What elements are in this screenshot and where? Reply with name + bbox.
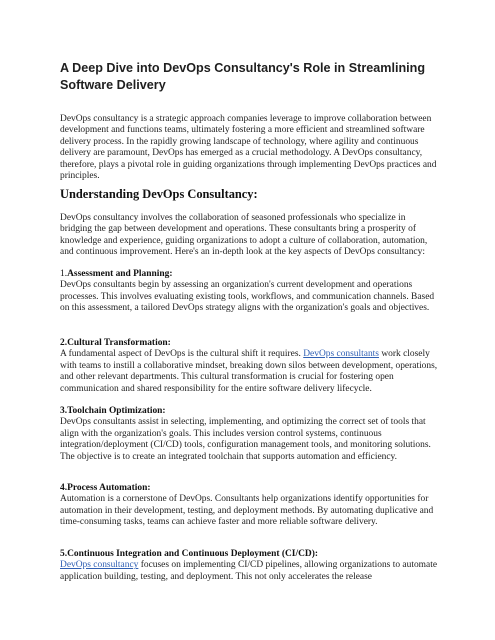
item-cicd — [60, 549, 438, 583]
item-assessment — [60, 269, 438, 315]
item-number: 4. — [60, 483, 68, 493]
item-text: DevOps consultants assist in selecting, implementing, and optimizing the correct set of tools that align with the organization's goals. This includes version control systems, continuous integration/deployment (CI/CD) tools, configuration management tools, and monitoring solutions. The objective is to create an integrated toolchain that supports automation and efficiency. — [60, 417, 431, 462]
item-heading-text: Process Automation: — [67, 483, 151, 493]
item-text-before: A fundamental aspect of DevOps is the cultural shift it requires. — [60, 349, 304, 360]
section-intro-paragraph: DevOps consultancy involves the collaboration of seasoned professionals who specialize in bridging the gap between development and operations. These consultants bring a prosperity of knowledge and experience, guiding organizations to adopt a culture of collaboration, automation, and continuous improvement. Here's an in-depth look at the key aspects of DevOps consultancy: — [60, 213, 428, 258]
item-heading-text: Toolchain Optimization: — [67, 406, 166, 416]
item-heading — [60, 338, 438, 349]
item-heading — [60, 483, 438, 494]
section-heading: Understanding DevOps Consultancy: — [60, 187, 258, 201]
item-cultural — [60, 338, 438, 395]
document-title: A Deep Dive into DevOps Consultancy's Role in Streamlining Software Delivery — [60, 61, 426, 92]
item-text-after: work closely with teams to instill a collaborative mindset, breaking down silos between development, operations, and other relevant departments. This cultural transformation is crucial for fostering open communication and shared responsibility for the entire software delivery lifecycle. — [60, 349, 438, 394]
item-heading-text: Assessment and Planning: — [67, 269, 173, 279]
item-number: 2. — [60, 338, 68, 348]
item-number: 1. — [60, 269, 68, 279]
item-heading — [60, 406, 438, 417]
item-automation — [60, 483, 438, 529]
item-number: 5. — [60, 549, 68, 559]
item-heading-text: Continuous Integration and Continuous Deployment (CI/CD): — [67, 549, 318, 559]
item-heading — [60, 269, 438, 280]
item-text: DevOps consultants begin by assessing an organization's current development and operations processes. This involves evaluating existing tools, workflows, and communication channels. Based on this assessment, a tailored DevOps strategy aligns with the organization's goals and objectives. — [60, 280, 435, 314]
item-toolchain — [60, 406, 438, 463]
item-text-after: focuses on implementing CI/CD pipelines, allowing organizations to automate application building, testing, and deployment. This not only accelerates the release — [60, 560, 438, 582]
item-text: Automation is a cornerstone of DevOps. Consultants help organizations identify opportunities for automation in their development, testing, and deployment methods. By automating duplicative and time-consuming tasks, teams can achieve faster and more reliable software delivery. — [60, 494, 434, 528]
item-heading-text: Cultural Transformation: — [67, 338, 171, 348]
intro-paragraph: DevOps consultancy is a strategic approach companies leverage to improve collaboration between development and functions teams, ultimately fostering a more efficient and streamlined software delivery process. In the rapidly growing landscape of technology, where agility and continuous delivery are paramount, DevOps has emerged as a crucial methodology. A DevOps consultancy, therefore, plays a pivotal role in guiding organizations through implementing DevOps practices and principles. — [60, 114, 437, 182]
devops-consultancy-link[interactable]: DevOps consultancy — [60, 560, 139, 571]
item-number: 3. — [60, 406, 68, 416]
item-heading — [60, 549, 438, 560]
devops-consultants-link[interactable]: DevOps consultants — [303, 349, 379, 360]
